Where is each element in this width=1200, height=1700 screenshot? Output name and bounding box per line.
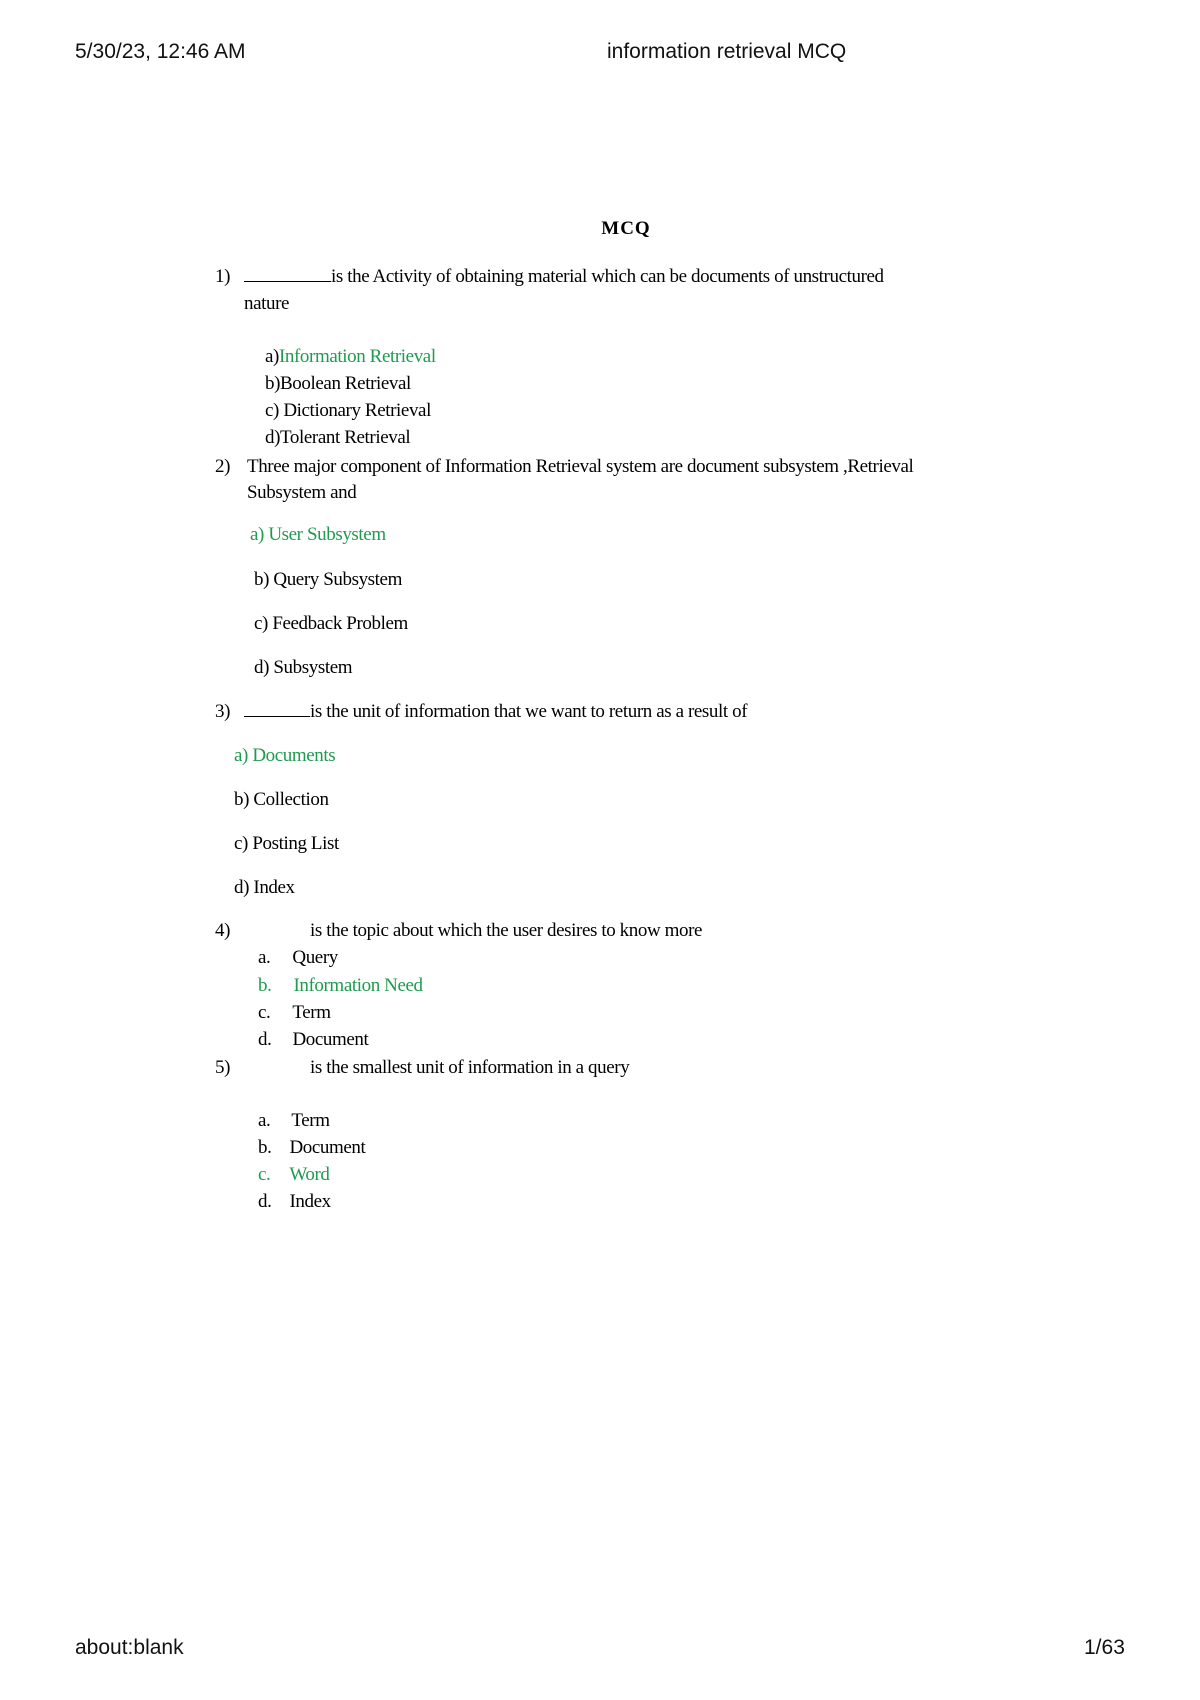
option-d: d. Index — [258, 1191, 331, 1212]
question-text-cont: Subsystem and — [247, 482, 357, 503]
question-text: is the unit of information that we want to return as a result of — [244, 701, 747, 723]
option-b: b. Document — [258, 1137, 366, 1158]
print-doc-title: information retrieval MCQ — [607, 40, 847, 63]
correct-answer: User Subsystem — [268, 524, 386, 545]
option-b: b)Boolean Retrieval — [265, 373, 411, 394]
page-title: MCQ — [601, 218, 651, 239]
question-text: is the Activity of obtaining material which can be documents of unstructured — [244, 266, 884, 288]
print-url: about:blank — [75, 1636, 184, 1659]
answer-blank — [244, 701, 310, 717]
option-a: a. Term — [258, 1110, 330, 1131]
correct-answer: Word — [289, 1164, 330, 1185]
option-d: d. Document — [258, 1029, 369, 1050]
option-a: a)Information Retrieval — [265, 346, 436, 367]
print-datetime: 5/30/23, 12:46 AM — [75, 40, 246, 63]
question-number: 3) — [215, 701, 231, 722]
option-a: a) User Subsystem — [250, 524, 386, 545]
option-a: a) Documents — [234, 745, 336, 766]
option-b: b) Collection — [234, 789, 329, 810]
question-text: is the smallest unit of information in a query — [310, 1057, 630, 1078]
question-text: Three major component of Information Retrieval system are document subsystem ,Retrieval — [247, 456, 914, 477]
answer-blank — [244, 266, 331, 282]
option-c: c) Dictionary Retrieval — [265, 400, 431, 421]
question-text: is the topic about which the user desires to know more — [310, 920, 703, 941]
option-d: d) Subsystem — [254, 657, 353, 678]
option-c: c. Term — [258, 1002, 331, 1023]
option-b: b) Query Subsystem — [254, 569, 402, 590]
question-number: 4) — [215, 920, 231, 941]
option-c: c) Posting List — [234, 833, 339, 854]
question-text-cont: nature — [244, 293, 290, 314]
correct-answer: Information Retrieval — [278, 346, 436, 367]
correct-answer: Documents — [252, 745, 336, 766]
option-c: c) Feedback Problem — [254, 613, 408, 634]
option-b: b. Information Need — [258, 975, 423, 996]
option-d: d) Index — [234, 877, 295, 898]
correct-answer: Information Need — [293, 975, 423, 996]
question-number: 2) — [215, 456, 231, 477]
option-c: c. Word — [258, 1164, 330, 1185]
question-number: 5) — [215, 1057, 231, 1078]
option-d: d)Tolerant Retrieval — [265, 427, 411, 448]
page-number: 1/63 — [1084, 1636, 1125, 1659]
question-number: 1) — [215, 266, 231, 287]
option-a: a. Query — [258, 947, 338, 968]
